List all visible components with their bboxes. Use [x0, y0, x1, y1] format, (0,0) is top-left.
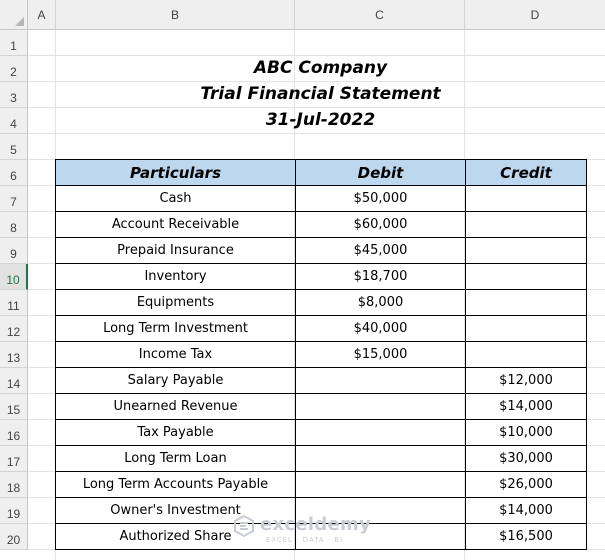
header-particulars[interactable]: Particulars — [56, 160, 296, 186]
row-header-13[interactable]: 13 — [0, 342, 28, 368]
gridline-row — [28, 107, 605, 108]
header-credit[interactable]: Credit — [466, 160, 587, 186]
particulars-cell[interactable]: Inventory — [56, 264, 296, 290]
row-header-20[interactable]: 20 — [0, 524, 28, 550]
row-header-3[interactable]: 3 — [0, 82, 28, 108]
particulars-cell[interactable]: Owner's Investment — [56, 498, 296, 524]
row-header-16[interactable]: 16 — [0, 420, 28, 446]
credit-cell[interactable]: $26,000 — [466, 472, 587, 498]
credit-cell[interactable] — [466, 238, 587, 264]
row-header-11[interactable]: 11 — [0, 290, 28, 316]
particulars-cell[interactable]: Long Term Investment — [56, 316, 296, 342]
credit-cell[interactable] — [466, 264, 587, 290]
select-all-corner[interactable] — [0, 0, 28, 30]
debit-cell[interactable]: $8,000 — [296, 290, 466, 316]
table-header-row — [56, 160, 587, 186]
table-row — [56, 290, 587, 316]
statement-title: Trial Financial Statement — [200, 84, 441, 104]
debit-cell[interactable]: $50,000 — [296, 186, 466, 212]
credit-cell[interactable]: $30,000 — [466, 446, 587, 472]
credit-cell[interactable] — [466, 186, 587, 212]
column-header-d[interactable]: D — [465, 0, 605, 30]
row-header-15[interactable]: 15 — [0, 394, 28, 420]
table-row — [56, 446, 587, 472]
gridline-row — [28, 81, 605, 82]
credit-cell[interactable] — [466, 212, 587, 238]
table-row — [56, 420, 587, 446]
debit-cell[interactable]: $45,000 — [296, 238, 466, 264]
credit-cell[interactable]: $16,500 — [466, 524, 587, 550]
column-header-c[interactable]: C — [295, 0, 465, 30]
credit-cell[interactable] — [466, 290, 587, 316]
row-header-9[interactable]: 9 — [0, 238, 28, 264]
particulars-cell[interactable]: Salary Payable — [56, 368, 296, 394]
exceldemy-watermark — [232, 514, 372, 544]
credit-cell[interactable]: $12,000 — [466, 368, 587, 394]
debit-cell[interactable]: $60,000 — [296, 212, 466, 238]
table-row — [56, 316, 587, 342]
debit-cell[interactable] — [296, 368, 466, 394]
row-header-5[interactable]: 5 — [0, 134, 28, 160]
credit-cell[interactable]: $14,000 — [466, 498, 587, 524]
particulars-cell[interactable]: Authorized Share — [56, 524, 296, 550]
credit-cell[interactable] — [466, 342, 587, 368]
particulars-cell[interactable]: Unearned Revenue — [56, 394, 296, 420]
gridline-row — [28, 133, 605, 134]
credit-cell[interactable] — [466, 316, 587, 342]
table-row — [56, 264, 587, 290]
table-row — [56, 186, 587, 212]
table-row — [56, 472, 587, 498]
row-header-4[interactable]: 4 — [0, 108, 28, 134]
row-header-14[interactable]: 14 — [0, 368, 28, 394]
row-header-17[interactable]: 17 — [0, 446, 28, 472]
trial-balance-table — [55, 159, 587, 550]
credit-cell[interactable]: $10,000 — [466, 420, 587, 446]
particulars-cell[interactable]: Long Term Accounts Payable — [56, 472, 296, 498]
row-header-12[interactable]: 12 — [0, 316, 28, 342]
exceldemy-logo-icon — [232, 514, 256, 538]
particulars-cell[interactable]: Account Receivable — [56, 212, 296, 238]
debit-cell[interactable] — [296, 394, 466, 420]
watermark-name: exceldemy — [260, 514, 372, 535]
particulars-cell[interactable]: Equipments — [56, 290, 296, 316]
particulars-cell[interactable]: Tax Payable — [56, 420, 296, 446]
table-row — [56, 212, 587, 238]
row-header-6[interactable]: 6 — [0, 160, 28, 186]
header-debit[interactable]: Debit — [296, 160, 466, 186]
row-header-18[interactable]: 18 — [0, 472, 28, 498]
row-header-1[interactable]: 1 — [0, 30, 28, 56]
debit-cell[interactable]: $15,000 — [296, 342, 466, 368]
row-header-2[interactable]: 2 — [0, 56, 28, 82]
particulars-cell[interactable]: Income Tax — [56, 342, 296, 368]
table-row — [56, 342, 587, 368]
particulars-cell[interactable]: Cash — [56, 186, 296, 212]
table-row — [56, 238, 587, 264]
row-header-8[interactable]: 8 — [0, 212, 28, 238]
column-header-a[interactable]: A — [28, 0, 56, 30]
particulars-cell[interactable]: Prepaid Insurance — [56, 238, 296, 264]
row-header-7[interactable]: 7 — [0, 186, 28, 212]
debit-cell[interactable]: $18,700 — [296, 264, 466, 290]
debit-cell[interactable]: $40,000 — [296, 316, 466, 342]
debit-cell[interactable] — [296, 446, 466, 472]
credit-cell[interactable]: $14,000 — [466, 394, 587, 420]
row-header-10[interactable]: 10 — [0, 264, 28, 290]
column-header-b[interactable]: B — [56, 0, 295, 30]
row-header-19[interactable]: 19 — [0, 498, 28, 524]
watermark-tagline: EXCEL · DATA · BI — [266, 536, 344, 544]
debit-cell[interactable] — [296, 472, 466, 498]
statement-date: 31-Jul-2022 — [265, 110, 376, 130]
debit-cell[interactable] — [296, 420, 466, 446]
table-row — [56, 368, 587, 394]
particulars-cell[interactable]: Long Term Loan — [56, 446, 296, 472]
table-row — [56, 394, 587, 420]
gridline-row — [28, 55, 605, 56]
company-title: ABC Company — [253, 58, 388, 78]
